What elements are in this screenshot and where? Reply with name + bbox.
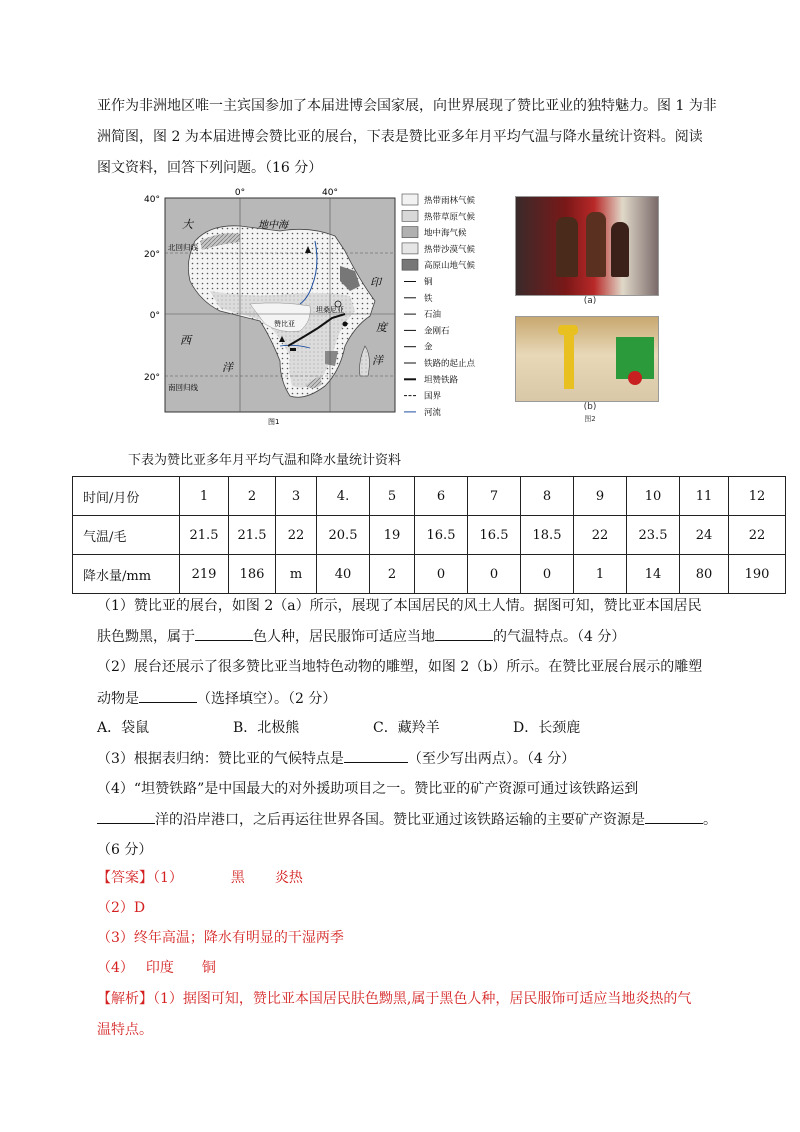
table-cell: 16.5 — [468, 516, 521, 555]
svg-text:印: 印 — [370, 276, 381, 289]
figure-2-caption: 图2 — [584, 415, 596, 423]
climate-table — [72, 476, 786, 594]
table-cell: 12 — [729, 477, 786, 516]
option-c[interactable]: C．藏羚羊 — [373, 720, 440, 736]
answer-blank[interactable] — [435, 626, 493, 641]
analysis-line-2: 温特点。 — [97, 1022, 153, 1038]
answer-2: （2）D — [97, 900, 146, 916]
figure-1-caption: 图1 — [268, 418, 280, 426]
option-b[interactable]: B．北极熊 — [233, 720, 300, 736]
answer-blank[interactable] — [195, 626, 253, 641]
photo-a-caption: (a) — [583, 296, 597, 306]
table-cell: 9 — [574, 477, 627, 516]
lat-label: 20° — [144, 373, 160, 383]
table-cell: 219 — [180, 555, 229, 594]
q2-line-1: （2）展台还展示了很多赞比亚当地特色动物的雕塑，如图 2（b）所示。在赞比亚展台展示的雕塑 — [97, 659, 703, 675]
table-cell: 14 — [627, 555, 680, 594]
booth-photo-b — [515, 316, 659, 402]
intro-line-2: 洲简图，图 2 为本届进博会赞比亚的展台，下表是赞比亚多年月平均气温与降水量统计资料。阅读 — [97, 129, 703, 145]
legend-label: 金刚石 — [424, 326, 450, 337]
q1-line-1: （1）赞比亚的展台，如图 2（a）所示，展现了本国居民的风土人情。据图可知，赞比亚本国居民 — [97, 598, 702, 614]
q2-line-2: 动物是 （选择填空）。（2 分） — [97, 688, 717, 709]
table-cell: 1 — [180, 477, 229, 516]
table-cell: 8 — [521, 477, 574, 516]
africa-map-figure — [140, 186, 500, 426]
q4-line-1: （4）“坦赞铁路”是中国最大的对外援助项目之一。赞比亚的矿产资源可通过该铁路运到 — [97, 781, 639, 797]
answer-blank[interactable] — [97, 809, 155, 824]
table-cell: 80 — [680, 555, 729, 594]
legend-swatch — [402, 194, 418, 205]
legend-swatch — [402, 210, 418, 221]
table-cell: 1 — [574, 555, 627, 594]
legend-label: 石油 — [424, 310, 442, 321]
analysis-line-1: 【解析】（1）据图可知，赞比亚本国居民肤色黝黑,属于黑色人种，居民服饰可适应当地炎热的气 — [97, 991, 692, 1007]
table-cell: 22 — [729, 516, 786, 555]
table-cell: 190 — [729, 555, 786, 594]
answer-blank[interactable] — [344, 748, 408, 763]
legend-label: 地中海气候 — [424, 228, 467, 239]
table-cell: 23.5 — [627, 516, 680, 555]
table-cell: 22 — [574, 516, 627, 555]
table-cell: 20.5 — [317, 516, 370, 555]
q4-line-2: 洋的沿岸港口，之后再运往世界各国。赞比亚通过该铁路运输的主要矿产资源是 。 — [97, 809, 717, 830]
table-row — [73, 516, 786, 555]
legend-label: 热带沙漠气候 — [424, 244, 476, 255]
option-a[interactable]: A．袋鼠 — [97, 720, 150, 736]
intro-line-3: 图文资料，回答下列问题。（16 分） — [97, 160, 323, 176]
table-cell: 18.5 — [521, 516, 574, 555]
zambia-booth-photos — [510, 196, 660, 428]
q2-options — [97, 718, 717, 738]
legend-label: 高原山地气候 — [424, 261, 476, 272]
table-cell: 5 — [370, 477, 415, 516]
tropic-south-label: 南回归线 — [168, 383, 198, 392]
table-cell: 21.5 — [229, 516, 276, 555]
table-cell: 0 — [415, 555, 468, 594]
table-cell: 0 — [521, 555, 574, 594]
map-legend — [402, 194, 476, 418]
table-cell: m — [276, 555, 317, 594]
legend-label: 铁路的起止点 — [424, 359, 476, 369]
table-cell: 10 — [627, 477, 680, 516]
table-cell: 7 — [468, 477, 521, 516]
table-cell: 0 — [468, 555, 521, 594]
photo-b-caption: (b) — [583, 402, 597, 412]
table-cell: 11 — [680, 477, 729, 516]
table-row — [73, 555, 786, 594]
svg-text:洋: 洋 — [372, 354, 383, 367]
svg-text:度: 度 — [376, 321, 387, 334]
legend-label: 铜 — [424, 277, 433, 288]
legend-swatch — [402, 227, 418, 238]
table-cell: 40 — [317, 555, 370, 594]
table-cell: 16.5 — [415, 516, 468, 555]
table-row-header: 时间/月份 — [73, 477, 180, 516]
lon-label: 0° — [234, 188, 246, 198]
zambia-label: 赞比亚 — [274, 320, 295, 328]
svg-text:大: 大 — [182, 218, 193, 231]
table-cell: 21.5 — [180, 516, 229, 555]
booth-photo-a — [515, 196, 659, 296]
table-row-header: 气温/毛 — [73, 516, 180, 555]
q1-line-2: 肤色黝黑，属于 色人种，居民服饰可适应当地 的气温特点。（4 分） — [97, 626, 717, 647]
lat-label: 40° — [144, 195, 160, 205]
table-cell: 22 — [276, 516, 317, 555]
svg-text:西: 西 — [180, 334, 191, 347]
table-cell: 2 — [229, 477, 276, 516]
answer-3: （3）终年高温；降水有明显的干湿两季 — [97, 930, 344, 946]
copper-symbol — [290, 348, 296, 351]
table-cell: 2 — [370, 555, 415, 594]
legend-label: 国界 — [424, 391, 442, 402]
legend-swatch — [402, 259, 418, 270]
table-cell: 19 — [370, 516, 415, 555]
legend-label: 金 — [424, 342, 433, 353]
intro-line-1: 亚作为非洲地区唯一主宾国参加了本届进博会国家展，向世界展现了赞比亚业的独特魅力。图 1 为非 — [97, 98, 717, 114]
lat-label: 0° — [149, 311, 160, 321]
answer-1: 【答案】（1） 黑 炎热 — [97, 870, 303, 886]
analysis-label: 【解析】 — [97, 991, 153, 1007]
mediterranean-label: 地中海 — [258, 220, 288, 231]
q3-line: （3）根据表归纳：赞比亚的气候特点是 （至少写出两点）。（4 分） — [97, 748, 717, 769]
table-cell: 24 — [680, 516, 729, 555]
lon-label: 40° — [322, 188, 338, 198]
table-row — [73, 477, 786, 516]
legend-label: 热带雨林气候 — [424, 196, 476, 206]
table-cell: 3 — [276, 477, 317, 516]
lat-label: 20° — [144, 250, 160, 260]
table-title: 下表为赞比亚多年月平均气温和降水量统计资料 — [128, 453, 402, 468]
table-cell: 6 — [415, 477, 468, 516]
table-cell: 186 — [229, 555, 276, 594]
answer-blank[interactable] — [645, 809, 703, 824]
legend-label: 热带草原气候 — [424, 212, 476, 223]
legend-swatch — [402, 243, 418, 254]
answer-4: （4） 印度 铜 — [97, 960, 216, 976]
answer-blank[interactable] — [139, 688, 197, 703]
table-row-header: 降水量/mm — [73, 555, 180, 594]
tropic-north-label: 北回归线 — [168, 243, 198, 252]
legend-label: 河流 — [424, 407, 442, 418]
svg-text:洋: 洋 — [222, 361, 233, 374]
legend-label: 铁 — [424, 293, 433, 304]
answer-label: 【答案】 — [97, 870, 153, 886]
table-cell: 4. — [317, 477, 370, 516]
option-d[interactable]: D．长颈鹿 — [513, 720, 581, 736]
q4-line-3: （6 分） — [97, 842, 153, 858]
tanzania-label: 坦桑尼亚 — [316, 306, 344, 314]
legend-label: 坦赞铁路 — [424, 375, 459, 386]
